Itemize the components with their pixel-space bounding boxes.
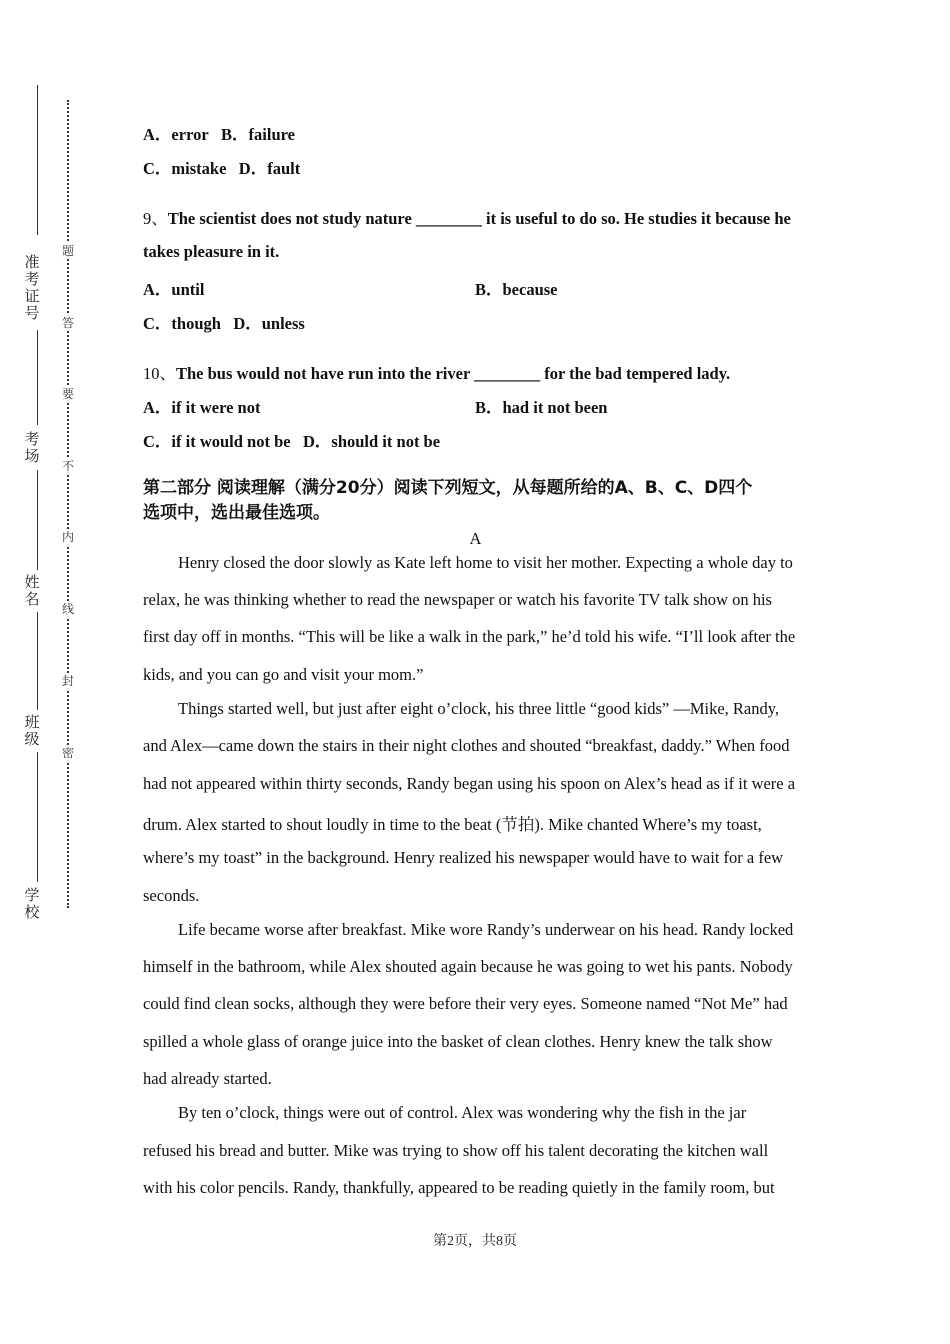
seal-char: 题 [61,244,74,258]
question-9-options-row2 [143,310,305,334]
seal-char: 密 [61,746,74,760]
option-c: C．if it would not be [143,432,291,451]
divider-line [37,612,38,710]
side-label-school: 学 校 [24,888,40,921]
side-label-name: 姓 名 [24,575,40,608]
divider-line [37,330,38,425]
question-10-stem: 10、The bus would not have run into the river ________ for the bad tempered lady. [143,364,731,383]
option-a: A．until [143,280,205,299]
paragraph-line: and Alex—came down the stairs in their night clothes and shouted “breakfast, daddy.” When food [143,736,790,755]
option-b: B．because [475,280,558,299]
paragraph-line: drum. Alex started to shout loudly in time to the beat (节拍). Mike chanted Where’s my toast, [143,815,762,834]
paragraph-line: Henry closed the door slowly as Kate left home to visit her mother. Expecting a whole day to [178,553,793,572]
question-9-stem: 9、The scientist does not study nature ________ it is useful to do so. He studies it because he [143,209,791,228]
section-title: 第二部分 阅读理解（满分20分）阅读下列短文，从每题所给的A、B、C、D四个 选项中，选出最佳选项。 [143,478,753,523]
option-d: D．fault [238,159,301,178]
option-a: A．error [143,125,209,144]
option-a: A．if it were not [143,398,261,417]
seal-char: 线 [61,602,74,616]
seal-dotted-line [67,100,69,908]
paragraph-line: with his color pencils. Randy, thankfully, appeared to be reading quietly in the family room, but [143,1178,775,1197]
passage-label: A [469,529,482,548]
option-b: B．had it not been [475,398,608,417]
seal-char: 答 [61,316,74,330]
question-10-options-row2 [143,428,440,452]
paragraph-line: had not appeared within thirty seconds, Randy began using his spoon on Alex’s head as if it were a [143,774,796,793]
question-8-options-row1 [143,121,295,145]
side-label-class: 班 级 [24,715,40,748]
paragraph-line: relax, he was thinking whether to read the newspaper or watch his favorite TV talk show on his [143,590,772,609]
binding-margin [0,0,74,1344]
divider-line [37,752,38,882]
seal-char: 不 [61,459,74,473]
question-10-options-row1 [143,394,808,418]
side-label-exam-id: 准 考 证 号 [24,255,40,322]
paragraph-line: refused his bread and butter. Mike was trying to show off his talent decorating the kitchen wall [143,1141,769,1160]
option-c: C．though [143,314,221,333]
question-9-options-row1 [143,276,808,300]
question-number: 9、 [143,209,168,228]
paragraph-line: himself in the bathroom, while Alex shouted again because he was going to wet his pants. Nobody [143,957,793,976]
paragraph-line: could find clean socks, although they were before their very eyes. Someone named “Not Me” had [143,994,788,1013]
paragraph-line: had already started. [143,1069,272,1088]
paragraph-line: seconds. [143,886,200,905]
option-d: D．should it not be [302,432,441,451]
divider-line [37,85,38,235]
option-d: D．unless [233,314,305,333]
paragraph-line: Life became worse after breakfast. Mike wore Randy’s underwear on his head. Randy locked [178,920,794,939]
paragraph-line: spilled a whole glass of orange juice into the basket of clean clothes. Henry knew the talk show [143,1032,773,1051]
side-label-exam-room: 考 场 [24,432,40,465]
paragraph-line: first day off in months. “This will be like a walk in the park,” he’d told his wife. “I’ll look after the [143,627,796,646]
question-9-stem-cont: takes pleasure in it. [143,242,280,261]
paragraph-line: where’s my toast” in the background. Henry realized his newspaper would have to wait for a few [143,848,784,867]
question-8-options-row2 [143,155,300,179]
divider-line [37,470,38,570]
question-number: 10、 [143,364,176,383]
paragraph-line: Things started well, but just after eight o’clock, his three little “good kids” —Mike, Randy, [178,699,780,718]
seal-char: 封 [61,674,74,688]
paragraph-line: By ten o’clock, things were out of control. Alex was wondering why the fish in the jar [178,1103,747,1122]
paragraph-line: kids, and you can go and visit your mom.” [143,665,424,684]
option-b: B．failure [221,125,295,144]
page-footer: 第2页，共8页 [433,1234,517,1249]
seal-char: 要 [61,387,74,401]
seal-char: 内 [61,530,74,544]
option-c: C．mistake [143,159,227,178]
